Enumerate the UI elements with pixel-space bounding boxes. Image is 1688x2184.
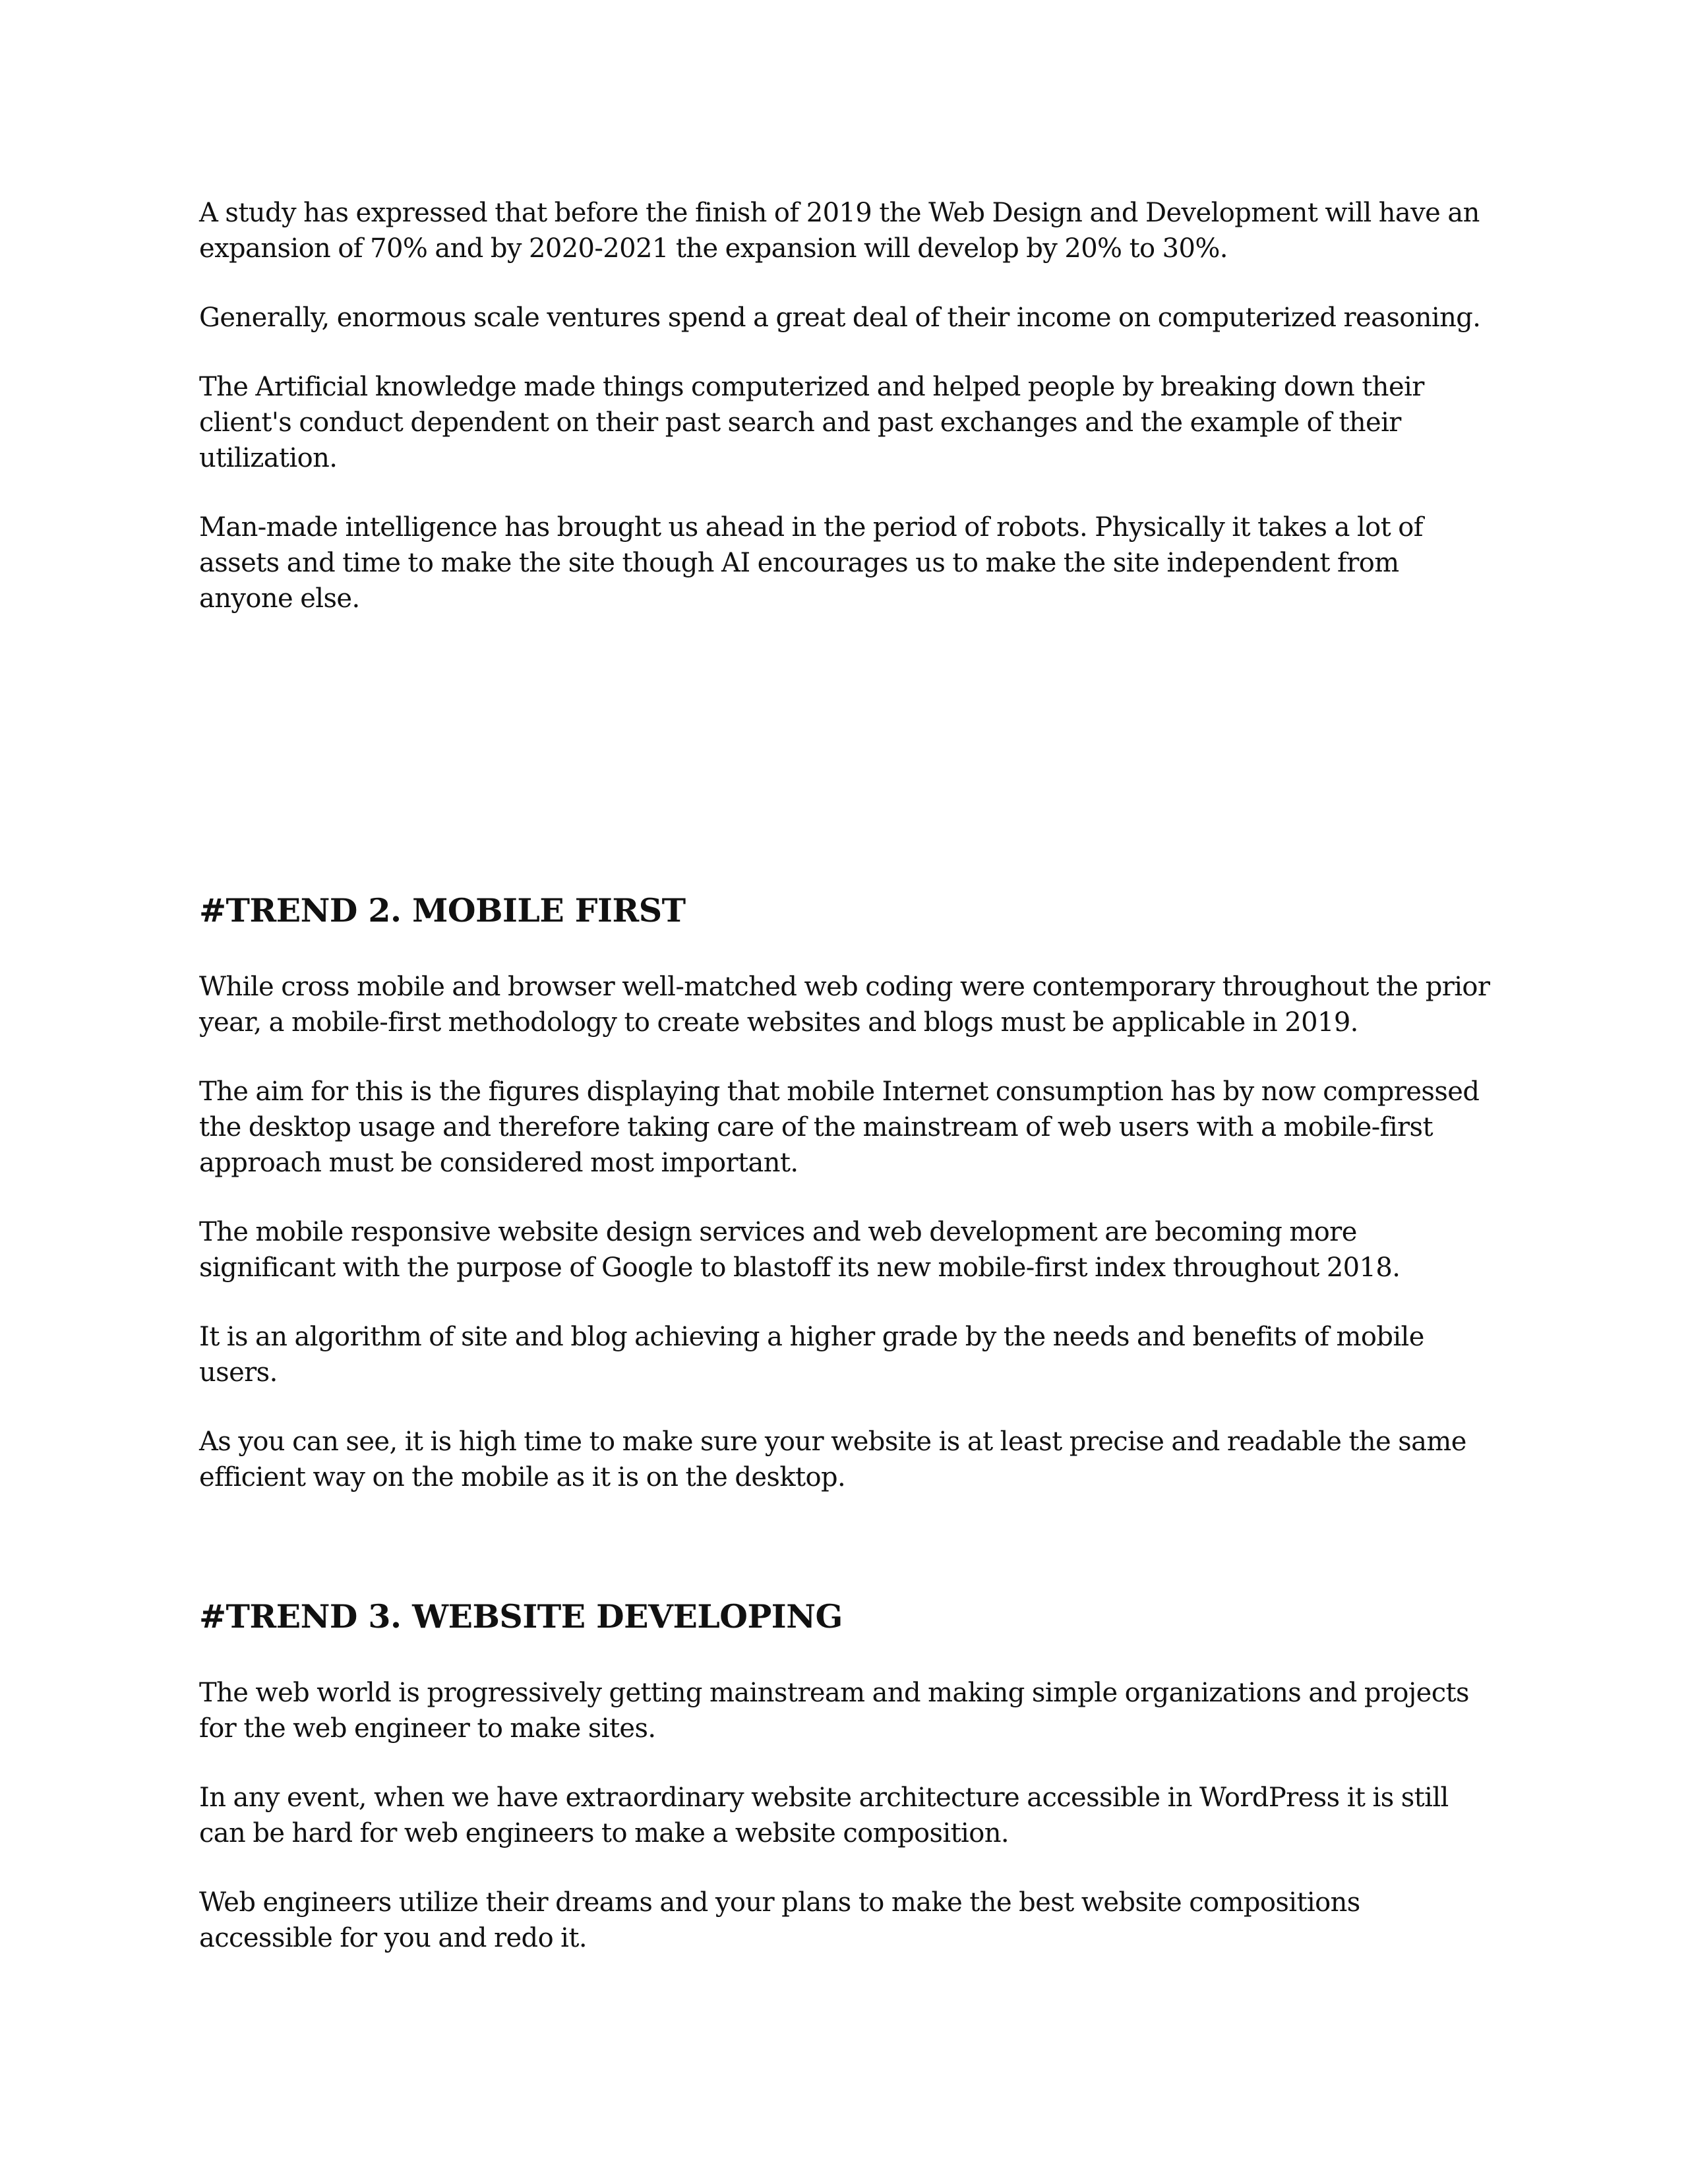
trend-2-paragraph-3: The mobile responsive website design services and web development are becoming more significant with the purpose of Google to blastoff its new mobile-first index throughout 2018. bbox=[199, 1217, 1401, 1283]
section-spacer bbox=[199, 650, 1492, 890]
intro-paragraph-2: Generally, enormous scale ventures spend a great deal of their income on computerized reasoning. bbox=[199, 303, 1481, 333]
intro-paragraph-4: Man-made intelligence has brought us ahead in the period of robots. Physically it takes a lot of assets and time to make the site though AI encourages us to make the site independent from anyone else. bbox=[199, 512, 1423, 614]
section-spacer bbox=[199, 1529, 1492, 1596]
trend-2-heading: #TREND 2. MOBILE FIRST bbox=[199, 891, 686, 930]
document-body bbox=[199, 195, 1492, 1990]
trend-2-paragraph-5: As you can see, it is high time to make sure your website is at least precise and readable the same efficient way on the mobile as it is on the desktop. bbox=[199, 1427, 1466, 1492]
trend-2-paragraph-4: It is an algorithm of site and blog achieving a higher grade by the needs and benefits of mobile users. bbox=[199, 1322, 1424, 1388]
trend-3-paragraph-1: The web world is progressively getting mainstream and making simple organizations and projects for the web engineer to make sites. bbox=[199, 1678, 1469, 1744]
trend-2-paragraph-2: The aim for this is the figures displaying that mobile Internet consumption has by now compressed the desktop usage and therefore taking care of the mainstream of web users with a mobile-first approach must be considered most important. bbox=[199, 1077, 1480, 1178]
trend-2-section bbox=[199, 890, 1492, 1495]
intro-section bbox=[199, 195, 1492, 616]
intro-paragraph-1: A study has expressed that before the finish of 2019 the Web Design and Development will have an expansion of 70% and by 2020-2021 the expansion will develop by 20% to 30%. bbox=[199, 198, 1480, 264]
intro-paragraph-3: The Artificial knowledge made things computerized and helped people by breaking down their client's conduct dependent on their past search and past exchanges and the example of their utilization. bbox=[199, 372, 1424, 473]
trend-2-paragraph-1: While cross mobile and browser well-matched web coding were contemporary throughout the prior year, a mobile-first methodology to create websites and blogs must be applicable in 2019. bbox=[199, 972, 1490, 1038]
trend-3-paragraph-2: In any event, when we have extraordinary website architecture accessible in WordPress it is still can be hard for web engineers to make a website composition. bbox=[199, 1783, 1449, 1848]
trend-3-paragraph-3: Web engineers utilize their dreams and your plans to make the best website compositions accessible for you and redo it. bbox=[199, 1887, 1360, 1953]
trend-3-heading: #TREND 3. WEBSITE DEVELOPING bbox=[199, 1597, 843, 1636]
trend-3-section bbox=[199, 1596, 1492, 1956]
